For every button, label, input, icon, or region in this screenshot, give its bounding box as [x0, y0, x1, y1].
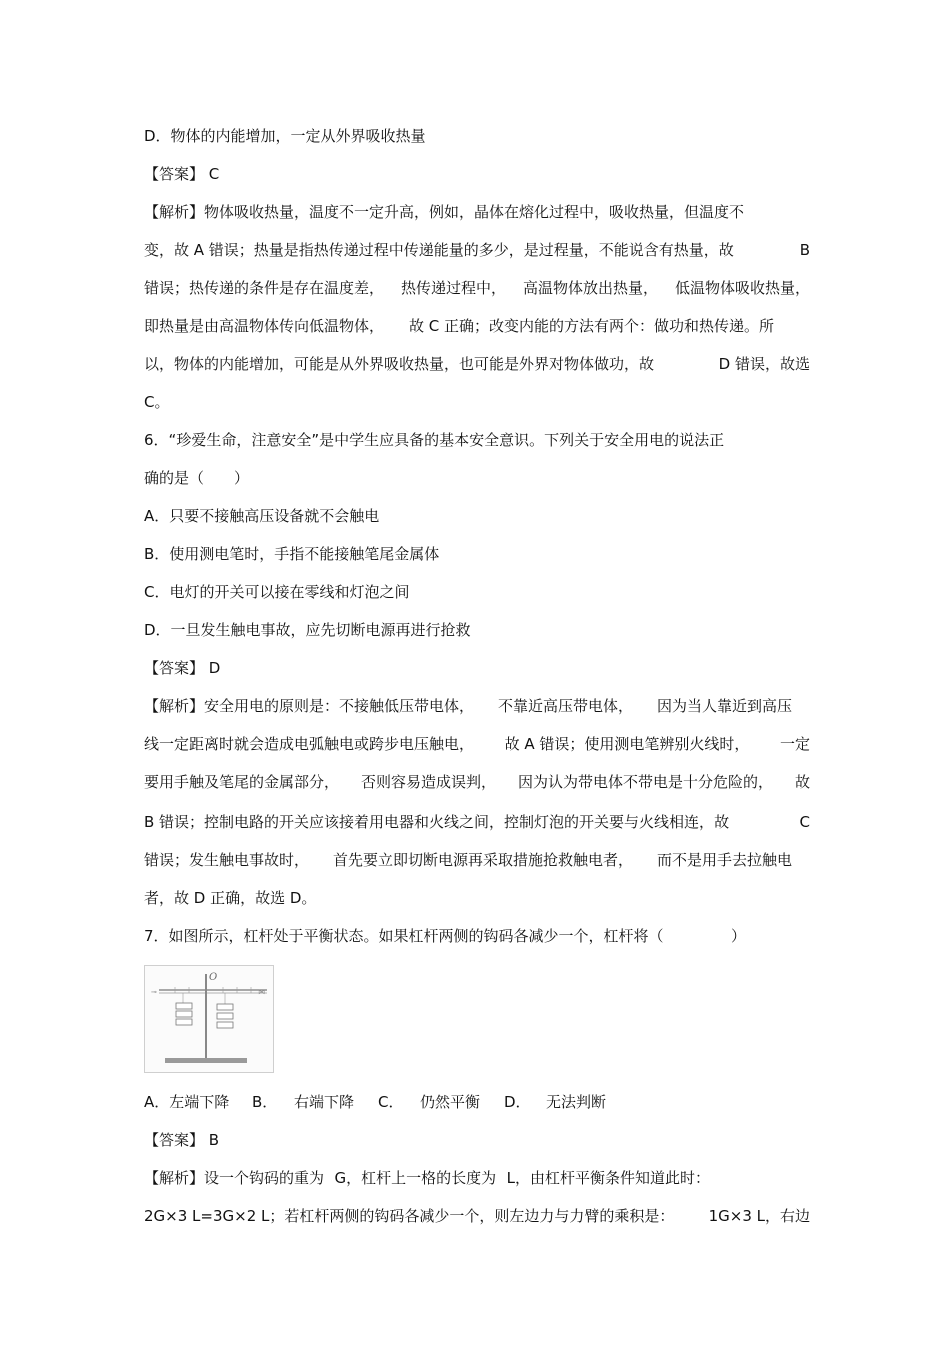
q7-stem: 7．如图所示，杠杆处于平衡状态。如果杠杆两侧的钩码各减少一个，杠杆将（ ） — [144, 927, 746, 945]
right-weight-1 — [217, 1004, 233, 1010]
q7-option-c-text: 仍然平衡 — [420, 1093, 481, 1111]
q7-option-b-letter: B． — [252, 1093, 278, 1111]
q6-answer: 【答案】 D — [144, 659, 221, 677]
pivot-label: O — [209, 972, 218, 983]
q5-answer: 【答案】 C — [144, 165, 220, 183]
q6-analysis-line-4: B 错误；控制电路的开关应该接着用电器和火线之间，控制灯泡的开关要与火线相连，故 C — [144, 813, 810, 831]
q6-analysis-line-2: 线一定距离时就会造成电弧触电或跨步电压触电， 故 A 错误；使用测电笔辨别火线时， 一定 — [144, 735, 810, 753]
q6-option-c: C．电灯的开关可以接在零线和灯泡之间 — [144, 583, 410, 601]
q5-analysis-line-1: 【解析】物体吸收热量，温度不一定升高，例如，晶体在熔化过程中，吸收热量，但温度不 — [144, 203, 745, 221]
q7-analysis-line-1: 【解析】设一个钩码的重为 G，杠杆上一格的长度为 L，由杠杆平衡条件知道此时： — [144, 1169, 710, 1187]
q5-analysis-line-3: 错误；热传递的条件是存在温度差， 热传递过程中， 高温物体放出热量， 低温物体吸收热量， — [144, 279, 810, 297]
q7-answer: 【答案】 B — [144, 1131, 220, 1149]
q7-option-d-text: 无法判断 — [546, 1093, 607, 1111]
q7-analysis-line-2: 2G×3 L=3G×2 L；若杠杆两侧的钩码各减少一个，则左边力与力臂的乘积是： 1G×3 L，右边 — [144, 1207, 810, 1225]
q5-analysis-line-2: 变，故 A 错误；热量是指热传递过程中传递能量的多少，是过程量，不能说含有热量，故 B — [144, 241, 810, 259]
q6-stem-line-2: 确的是（ ） — [144, 469, 250, 487]
q6-option-d: D．一旦发生触电事故，应先切断电源再进行抢救 — [144, 621, 471, 639]
q5-analysis-line-6: C。 — [144, 393, 170, 411]
left-weight-3 — [176, 1019, 192, 1025]
q7-option-b-text: 右端下降 — [294, 1093, 355, 1111]
q5-analysis-line-5: 以，物体的内能增加，可能是从外界吸收热量，也可能是外界对物体做功，故 D 错误，故选 — [144, 355, 810, 373]
q6-option-b: B．使用测电笔时，手指不能接触笔尾金属体 — [144, 545, 440, 563]
left-weight-2 — [176, 1011, 192, 1017]
lever-diagram — [145, 966, 273, 1072]
q6-analysis-line-6: 者，故 D 正确，故选 D。 — [144, 889, 317, 907]
lever-base — [165, 1058, 247, 1063]
q6-analysis-line-3: 要用手触及笔尾的金属部分， 否则容易造成误判， 因为认为带电体不带电是十分危险的， 故 — [144, 773, 810, 791]
q5-analysis-line-4: 即热量是由高温物体传向低温物体， 故 C 正确；改变内能的方法有两个：做功和热传递。所 — [144, 317, 774, 335]
q7-option-d-letter: D． — [504, 1093, 531, 1111]
q6-analysis-line-1: 【解析】安全用电的原则是：不接触低压带电体， 不靠近高压带电体， 因为当人靠近到高压 — [144, 697, 792, 715]
q7-option-c-letter: C． — [378, 1093, 404, 1111]
q6-stem-line-1: 6．“珍爱生命，注意安全”是中学生应具备的基本安全意识。下列关于安全用电的说法正 — [144, 431, 725, 449]
right-weight-2 — [217, 1013, 233, 1019]
q6-analysis-line-5: 错误；发生触电事故时， 首先要立即切断电源再采取措施抢救触电者， 而不是用手去拉触电 — [144, 851, 792, 869]
lever-figure — [144, 965, 274, 1073]
balance-nut-right: ⋈ — [258, 988, 265, 996]
q7-option-a: A．左端下降 — [144, 1093, 230, 1111]
left-weight-1 — [176, 1003, 192, 1009]
right-weight-3 — [217, 1022, 233, 1028]
balance-nut-left: ⊸ — [151, 988, 157, 996]
q5-option-d: D．物体的内能增加，一定从外界吸收热量 — [144, 127, 426, 145]
q6-option-a: A．只要不接触高压设备就不会触电 — [144, 507, 380, 525]
